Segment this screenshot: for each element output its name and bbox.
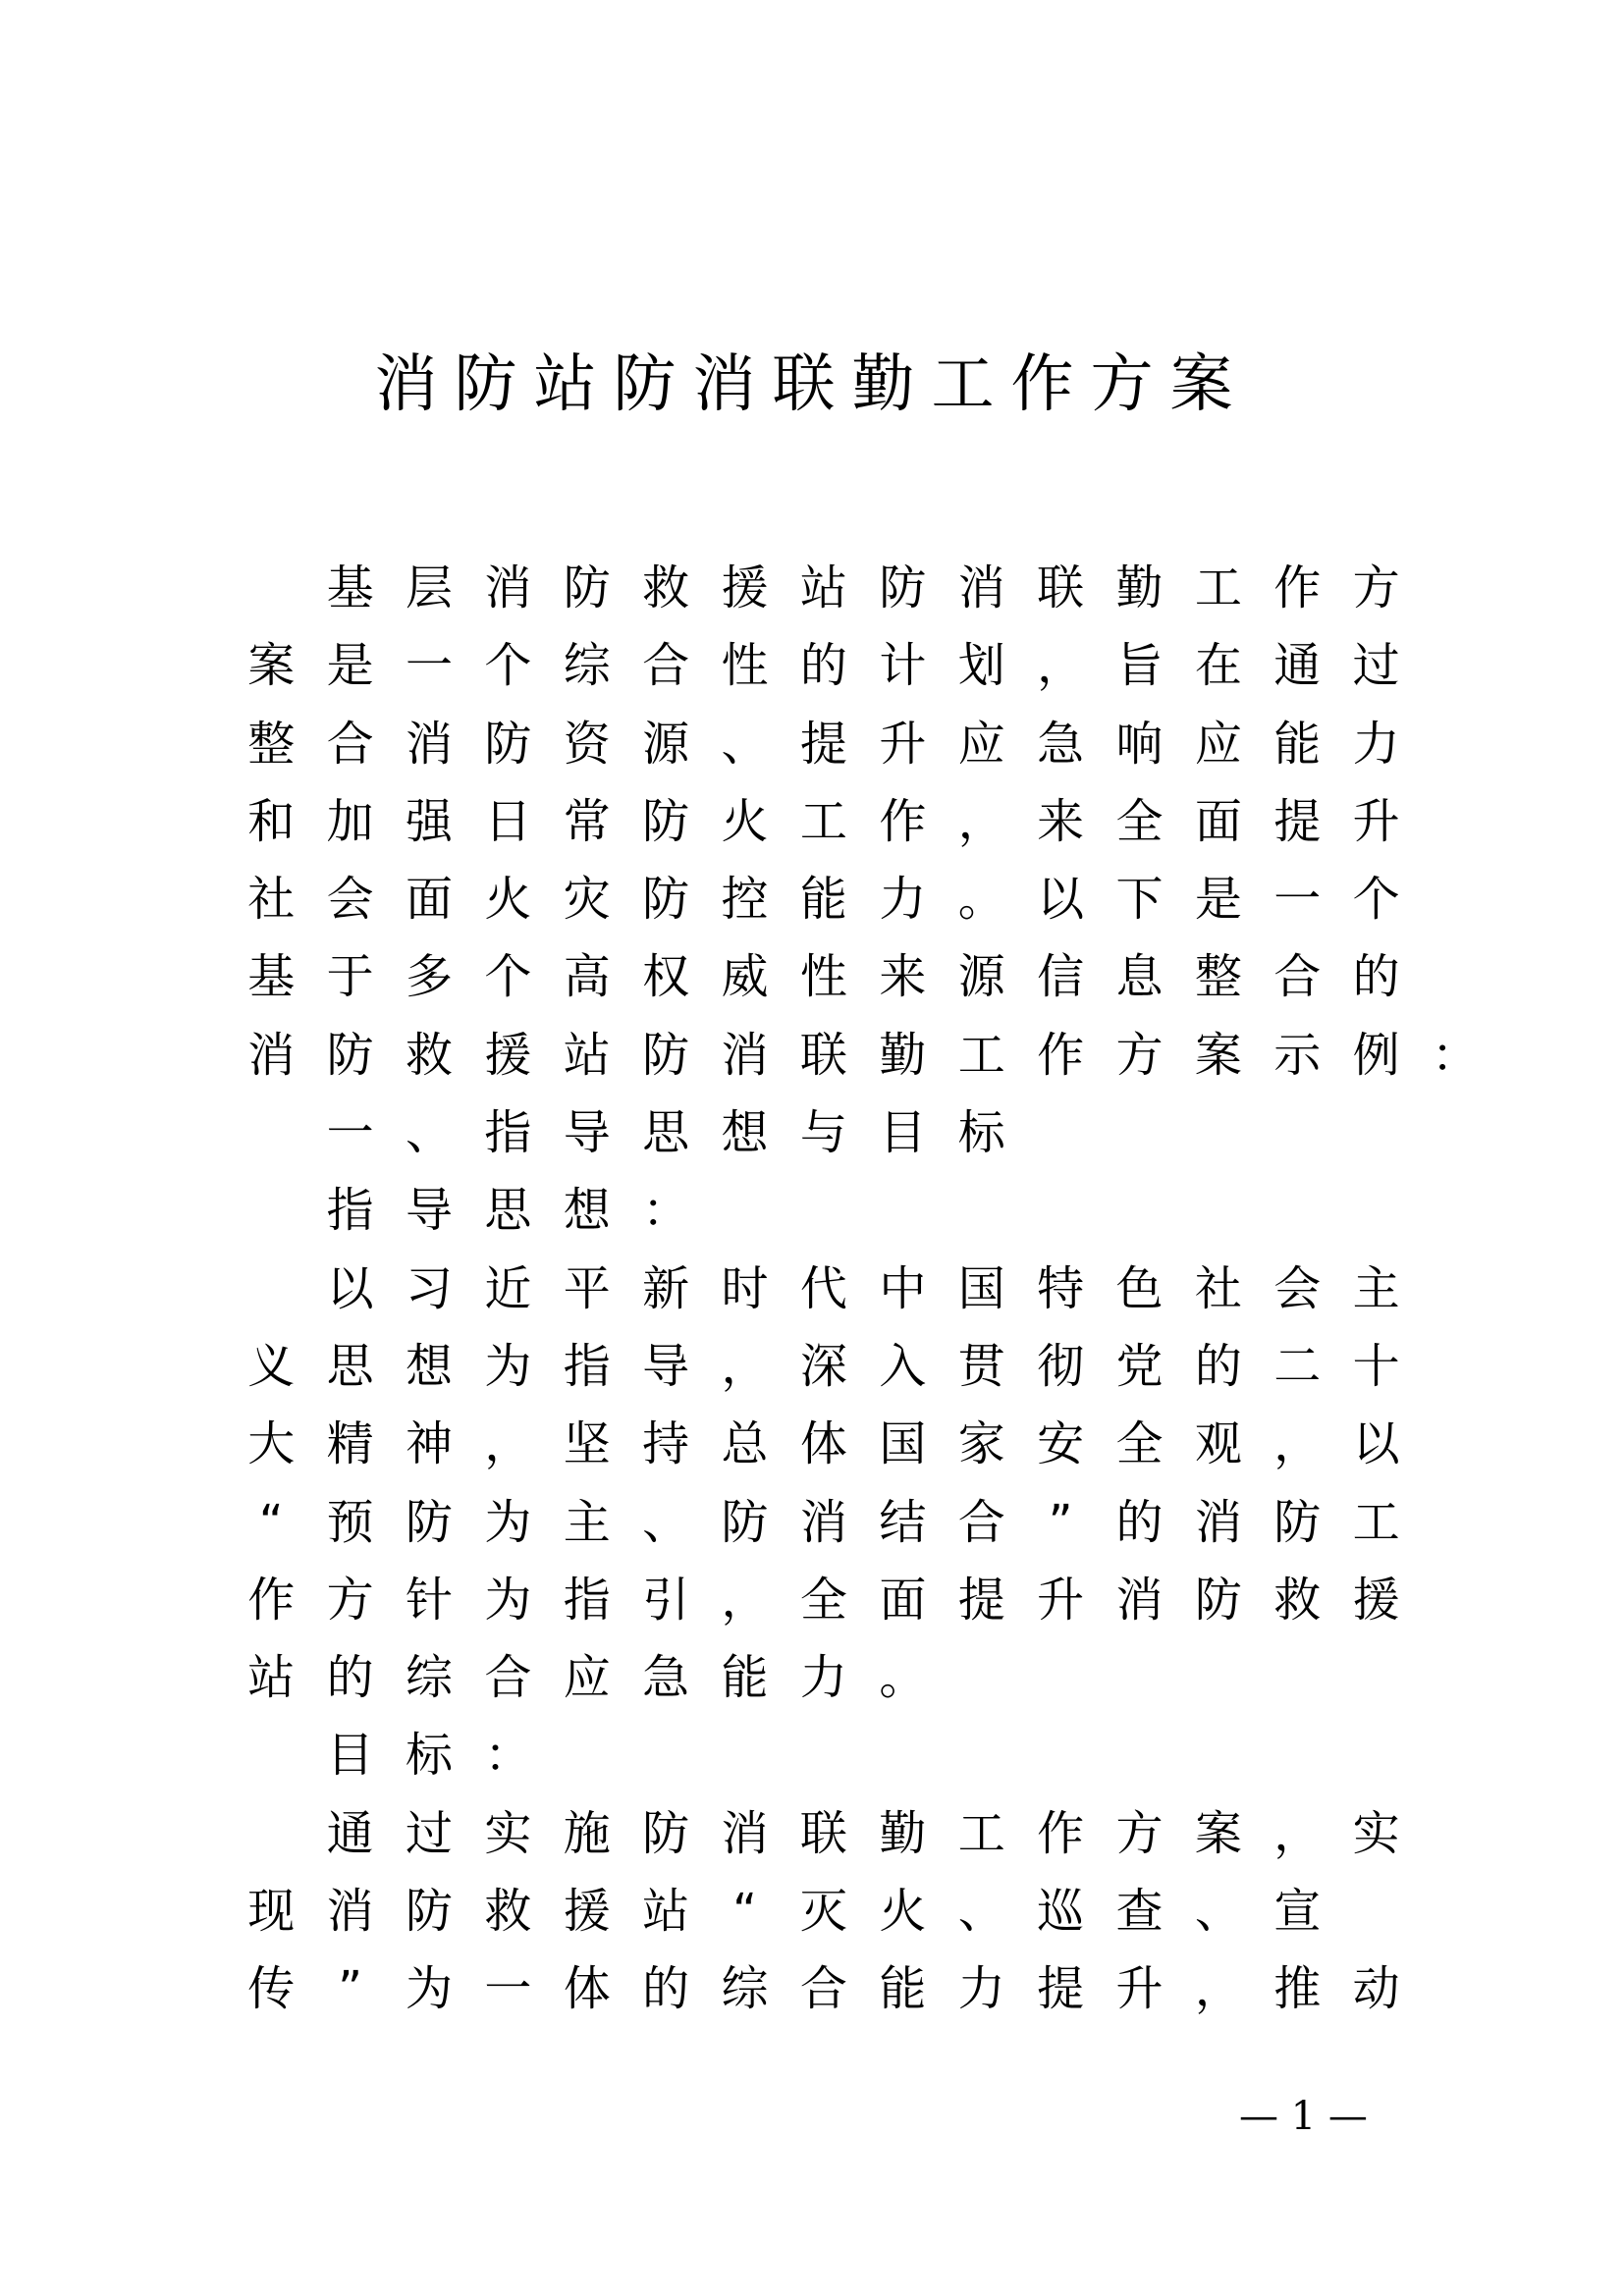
body-line: 目 标 ： (326, 1728, 532, 1784)
body-line: 站 的 综 合 应 急 能 力 。 (247, 1650, 927, 1706)
body-line: 基 于 多 个 高 权 威 性 来 源 信 息 整 合 的 (247, 949, 1400, 1005)
body-line: 传 ” 为 一 体 的 综 合 能 力 提 升 ， 推 动 (247, 1961, 1400, 2017)
body-line: 现 消 防 救 援 站 “ 灭 火 、 巡 查 、 宣 (247, 1884, 1322, 1940)
body-line: 大 精 神 ， 坚 持 总 体 国 家 安 全 观 ， 以 (247, 1416, 1400, 1472)
body-line: 整 合 消 防 资 源 、 提 升 应 急 响 应 能 力 (247, 716, 1400, 772)
body-line: 义 思 想 为 指 导 ， 深 入 贯 彻 党 的 二 十 (247, 1338, 1400, 1394)
body-line: 和 加 强 日 常 防 火 工 作 ， 来 全 面 提 升 (247, 793, 1400, 849)
body-line: 作 方 针 为 指 引 ， 全 面 提 升 消 防 救 援 (247, 1572, 1400, 1628)
body-line: 基 层 消 防 救 援 站 防 消 联 勤 工 作 方 (326, 561, 1400, 615)
body-line: 指 导 思 想 ： (326, 1183, 690, 1239)
page-number: — 1 — (1239, 2094, 1368, 2139)
body-line: 以 习 近 平 新 时 代 中 国 特 色 社 会 主 (326, 1260, 1400, 1316)
body-line: 消 防 救 援 站 防 消 联 勤 工 作 方 案 示 例 ： (247, 1027, 1480, 1083)
document-body (232, 550, 1480, 2029)
body-line: 案 是 一 个 综 合 性 的 计 划 ， 旨 在 通 过 (247, 638, 1400, 694)
body-line: “ 预 防 为 主 、 防 消 结 合 ” 的 消 防 工 (258, 1494, 1400, 1550)
body-line: 一 、 指 导 思 想 与 目 标 (326, 1105, 1005, 1161)
body-line: 通 过 实 施 防 消 联 勤 工 作 方 案 ， 实 (326, 1805, 1400, 1861)
body-line: 社 会 面 火 灾 防 控 能 力 。 以 下 是 一 个 (247, 872, 1400, 928)
document-title: 消防站防消联勤工作方案 (374, 348, 1250, 421)
